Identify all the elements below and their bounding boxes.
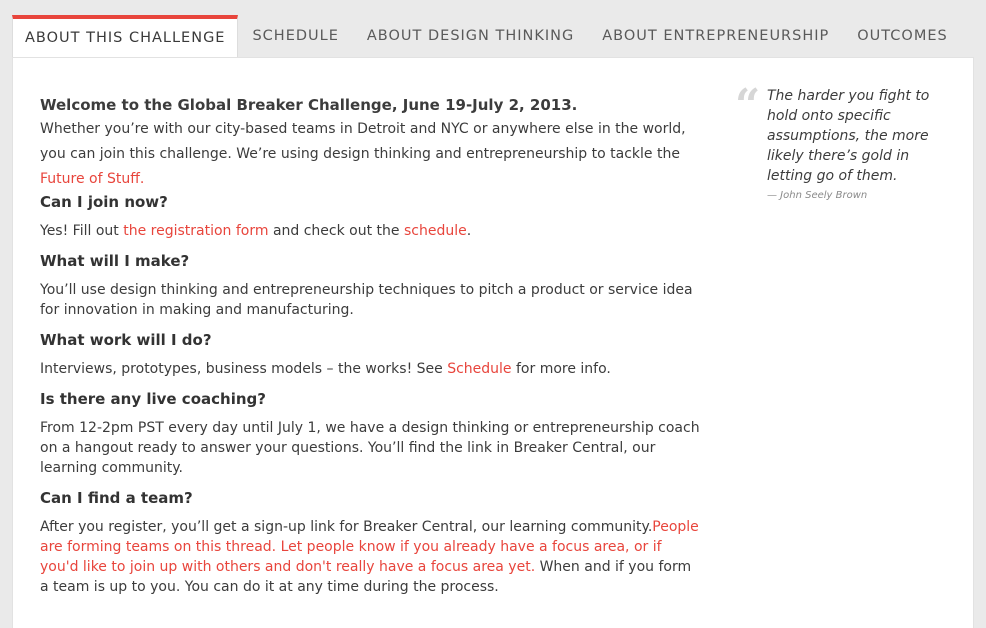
teams-thread-link[interactable]: People are forming teams on this thread. Let people know if you already have a focus area, or if you'd like to join up with others and don't really have a focus area yet. bbox=[40, 519, 699, 575]
faq-join bbox=[40, 192, 700, 241]
answer-text: . bbox=[466, 223, 472, 239]
quote-mark-icon: “ bbox=[735, 80, 761, 131]
answer-text: Yes! Fill out bbox=[40, 223, 124, 239]
future-of-stuff-link[interactable]: Future of Stuff. bbox=[40, 171, 145, 187]
sidebar-quote bbox=[735, 80, 950, 201]
faq-answer bbox=[40, 517, 700, 597]
faq-answer bbox=[40, 221, 700, 241]
tab-about-design-thinking[interactable]: ABOUT DESIGN THINKING bbox=[366, 28, 575, 44]
answer-text: and check out the bbox=[268, 223, 404, 239]
faq-question: Can I find a team? bbox=[40, 489, 193, 507]
quote-text: The harder you fight to hold onto specific assumptions, the more likely there’s gold in letting go of them. bbox=[767, 88, 930, 184]
faq-answer: From 12-2pm PST every day until July 1, we have a design thinking or entrepreneurship coach on a hangout ready to answer your questions. You’ll find the link in Breaker Central, our learning community. bbox=[40, 420, 700, 476]
registration-form-link[interactable]: the registration form bbox=[123, 223, 269, 239]
quote-author: — John Seely Brown bbox=[767, 190, 868, 201]
intro-paragraph bbox=[40, 117, 700, 192]
answer-text: After you register, you’ll get a sign-up link for Breaker Central, our learning community. bbox=[40, 519, 653, 535]
faq-question: Is there any live coaching? bbox=[40, 390, 266, 408]
main-content bbox=[40, 93, 700, 607]
faq-answer: You’ll use design thinking and entrepreneurship techniques to pitch a product or service idea for innovation in making and manufacturing. bbox=[40, 282, 693, 318]
welcome-heading: Welcome to the Global Breaker Challenge, June 19-July 2, 2013. bbox=[40, 96, 578, 114]
faq-answer bbox=[40, 359, 700, 379]
faq-coaching bbox=[40, 389, 700, 478]
tab-about-entrepreneurship[interactable]: ABOUT ENTREPRENEURSHIP bbox=[602, 28, 830, 44]
faq-work bbox=[40, 330, 700, 379]
faq-question: What work will I do? bbox=[40, 331, 212, 349]
schedule-link-2[interactable]: Schedule bbox=[447, 361, 512, 377]
faq-make bbox=[40, 251, 700, 320]
answer-text: Interviews, prototypes, business models – the works! See bbox=[40, 361, 448, 377]
tab-bar bbox=[12, 15, 962, 57]
faq-question: Can I join now? bbox=[40, 193, 168, 211]
answer-text: When and if you form a team is up to you. You can do it at any time during the process. bbox=[40, 559, 692, 595]
faq-team bbox=[40, 488, 700, 597]
tab-outcomes[interactable]: OUTCOMES bbox=[857, 28, 948, 44]
faq-question: What will I make? bbox=[40, 252, 190, 270]
tab-schedule[interactable]: SCHEDULE bbox=[252, 28, 339, 44]
schedule-link[interactable]: schedule bbox=[403, 223, 467, 239]
intro-text: Whether you’re with our city-based teams in Detroit and NYC or anywhere else in the world, you can join this challenge. We’re using design thinking and entrepreneurship to tackle the bbox=[40, 121, 686, 162]
answer-text: for more info. bbox=[511, 361, 611, 377]
tab-about-this-challenge[interactable]: ABOUT THIS CHALLENGE bbox=[12, 15, 238, 57]
